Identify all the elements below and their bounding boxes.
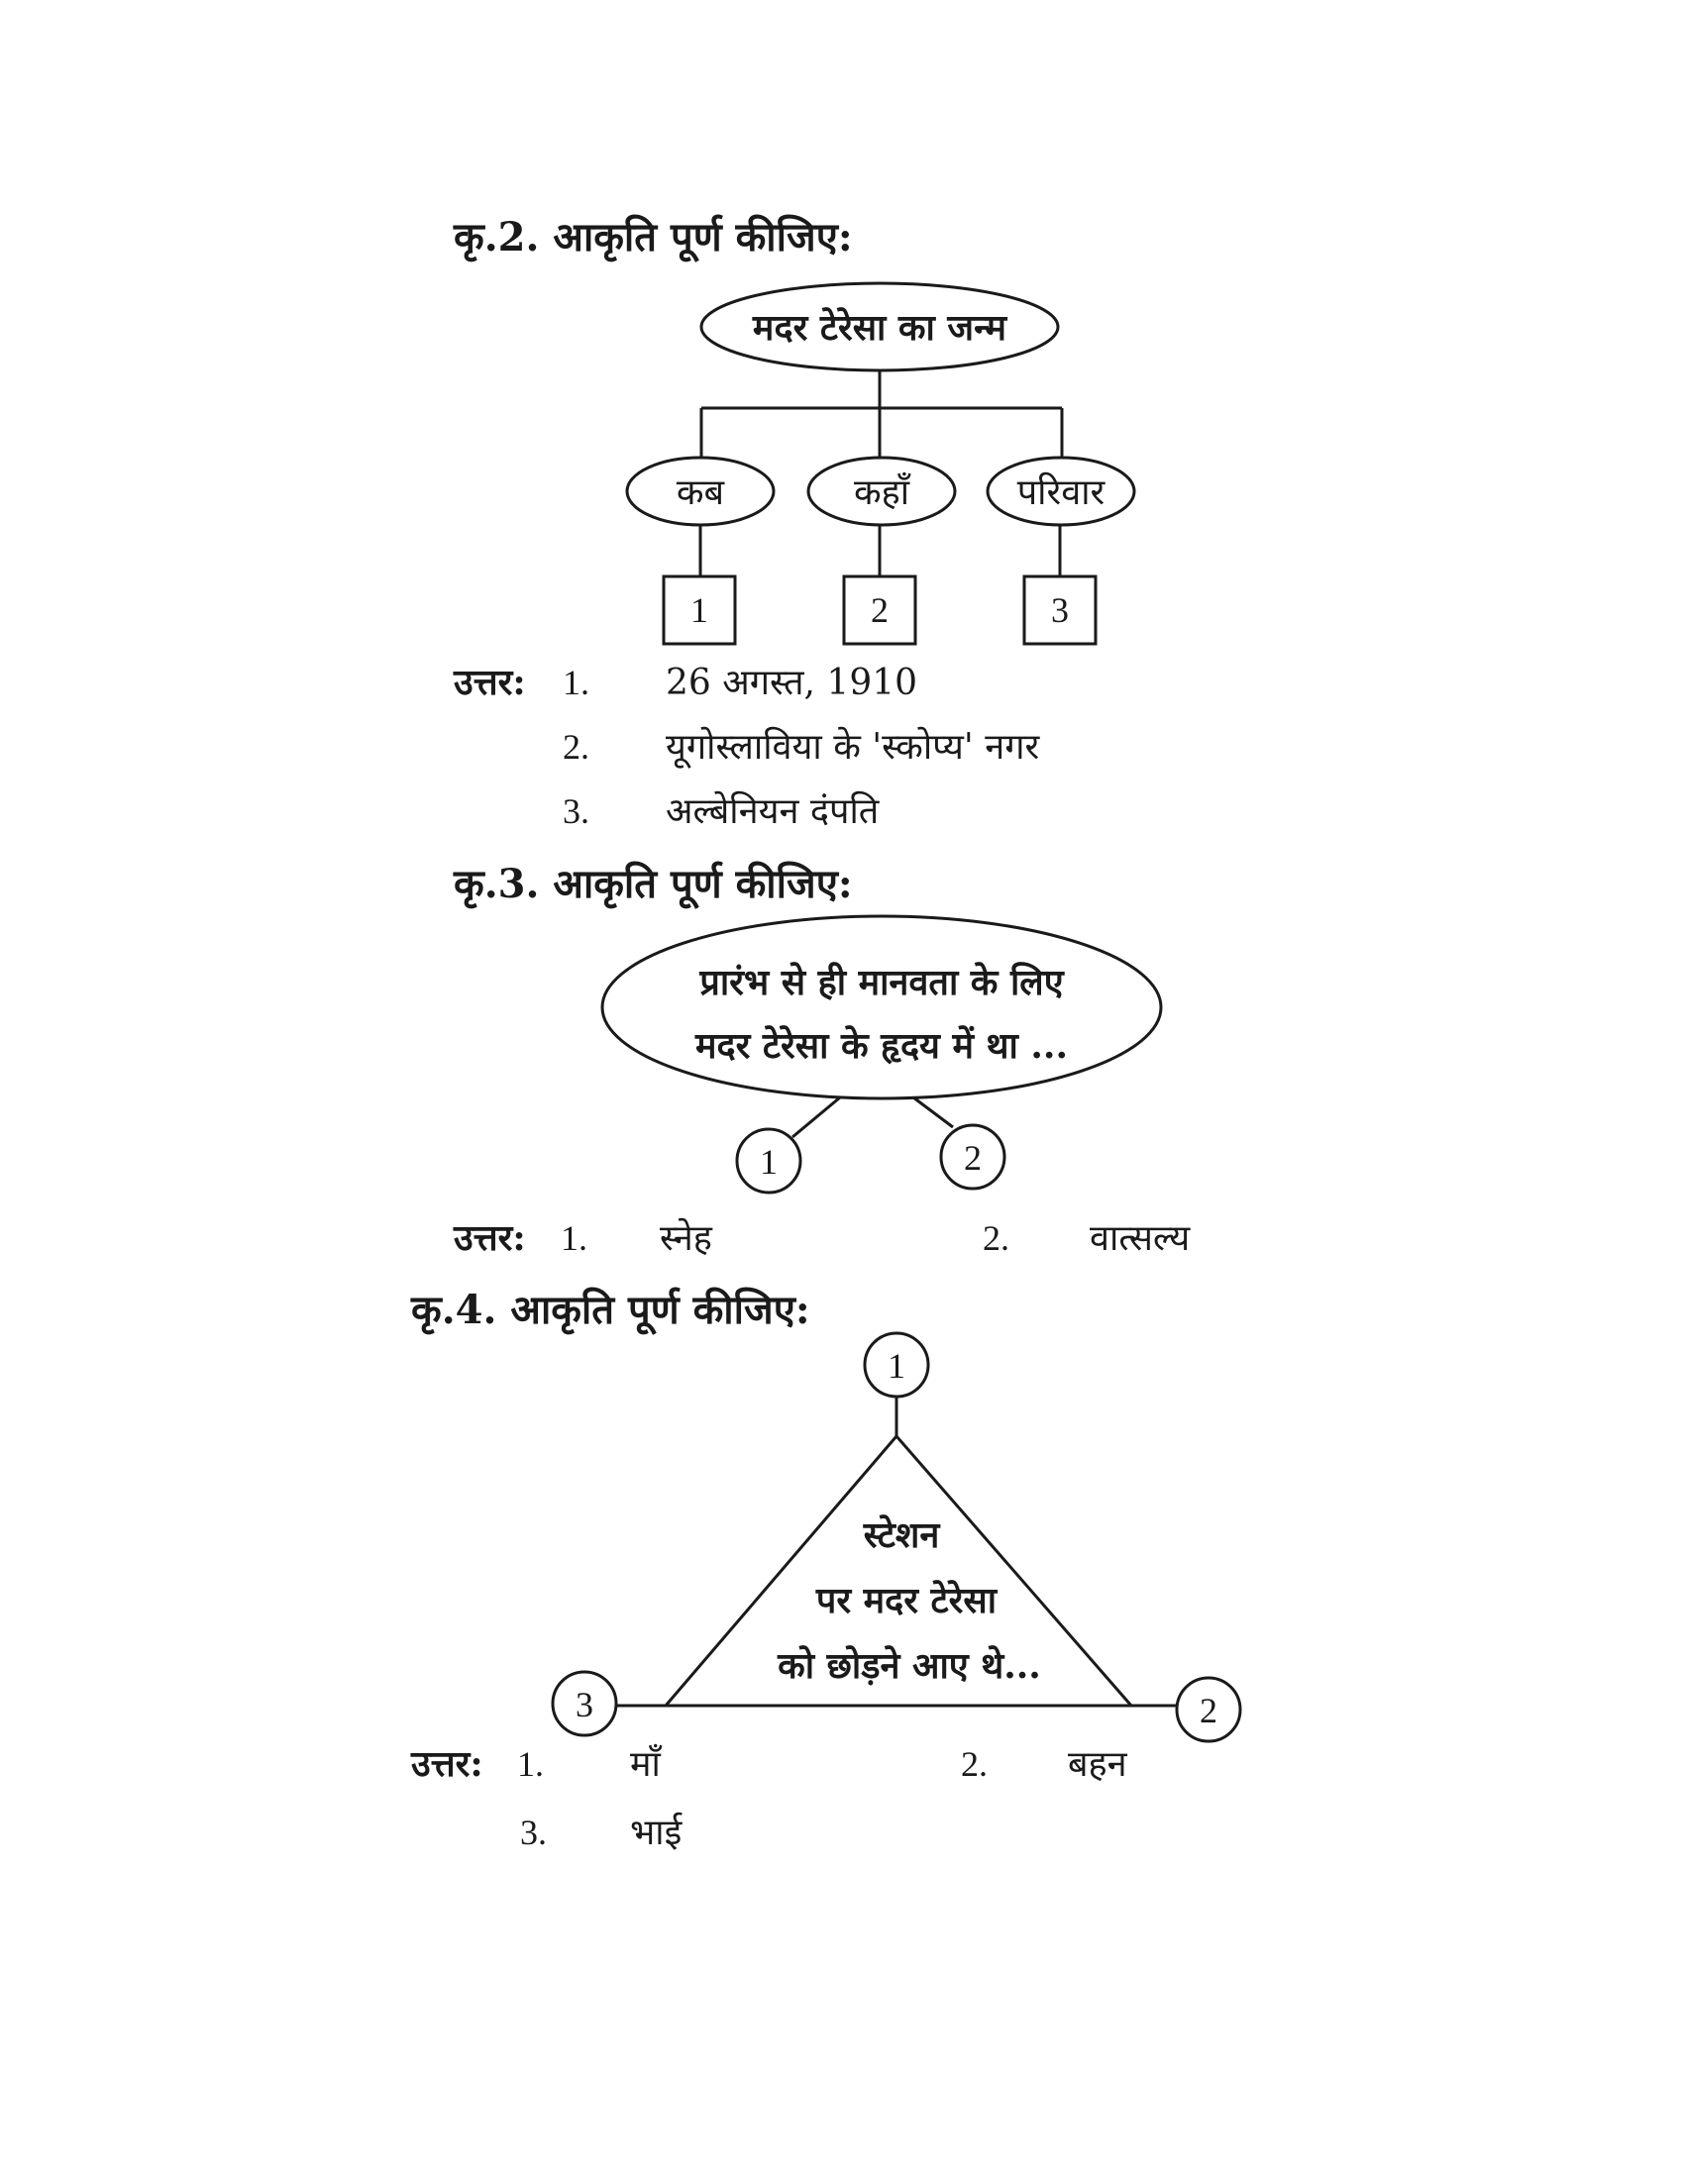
q3-connector-2 [913,1097,953,1127]
q2-section [453,214,1134,832]
q3-center-line2: मदर टेरेसा के हृदय में था ... [695,1025,1068,1067]
q3-heading: कृ.3. आकृति पूर्ण कीजिए: [454,861,853,907]
q3-center-line1: प्रारंभ से ही मानवता के लिए [699,962,1064,1003]
q4-triangle-line2: पर मदर टेरेसा [815,1580,998,1621]
q3-connector-1 [792,1097,840,1137]
q2-branch-when-label: कब [676,472,725,513]
q2-heading: कृ.2. आकृति पूर्ण कीजिए: [454,214,853,260]
q2-box-3-label: 3 [1051,590,1069,630]
q3-answer-1-text: स्नेह [660,1218,712,1259]
q3-section [453,861,1191,1259]
q2-answer-1-text: 26 अगस्त, 1910 [666,663,918,703]
q2-answer-2-num: 2. [563,727,589,767]
q3-answer-2-num: 2. [983,1218,1009,1258]
q4-answer-1-text: माँ [630,1744,661,1785]
q3-answer-1-num: 1. [561,1218,587,1258]
q4-circle-2-label: 2 [1200,1691,1217,1730]
q4-triangle-line1: स्टेशन [863,1514,940,1556]
q4-answer-3-num: 3. [520,1813,547,1852]
q4-answer-2-text: बहन [1068,1744,1127,1785]
q4-answer-3-text: भाई [630,1813,683,1853]
q2-branch-where-label: कहाँ [853,472,910,513]
q4-answer-1-num: 1. [517,1744,544,1784]
q4-triangle-line3: को छोड़ने आए थे... [778,1645,1041,1687]
q3-center-ellipse [602,916,1161,1098]
q3-answer-2-text: वात्सल्य [1090,1218,1191,1259]
q2-answer-3-text: अल्बेनियन दंपति [666,791,880,832]
q4-heading: कृ.4. आकृति पूर्ण कीजिए: [411,1287,810,1333]
q2-answer-label: उत्तर: [454,662,526,703]
q3-answer-label: उत्तर: [454,1217,526,1259]
q2-box-2-label: 2 [871,590,889,630]
q2-answer-2-text: यूगोस्लाविया के 'स्कोप्य' नगर [666,727,1040,768]
q4-circle-1-label: 1 [888,1346,905,1386]
q2-box-1-label: 1 [690,590,708,630]
q2-answer-3-num: 3. [563,791,589,831]
q4-circle-3-label: 3 [576,1685,593,1724]
q2-branch-family-label: परिवार [1016,472,1105,513]
q4-answer-label: उत्तर: [411,1743,483,1785]
q3-circle-1-label: 1 [760,1142,778,1182]
q2-root-label: मदर टेरेसा का जन्म [752,307,1007,349]
q3-circle-2-label: 2 [964,1138,982,1178]
q4-section [410,1287,1240,1853]
q2-answer-1-num: 1. [563,663,589,702]
q4-answer-2-num: 2. [961,1744,988,1784]
